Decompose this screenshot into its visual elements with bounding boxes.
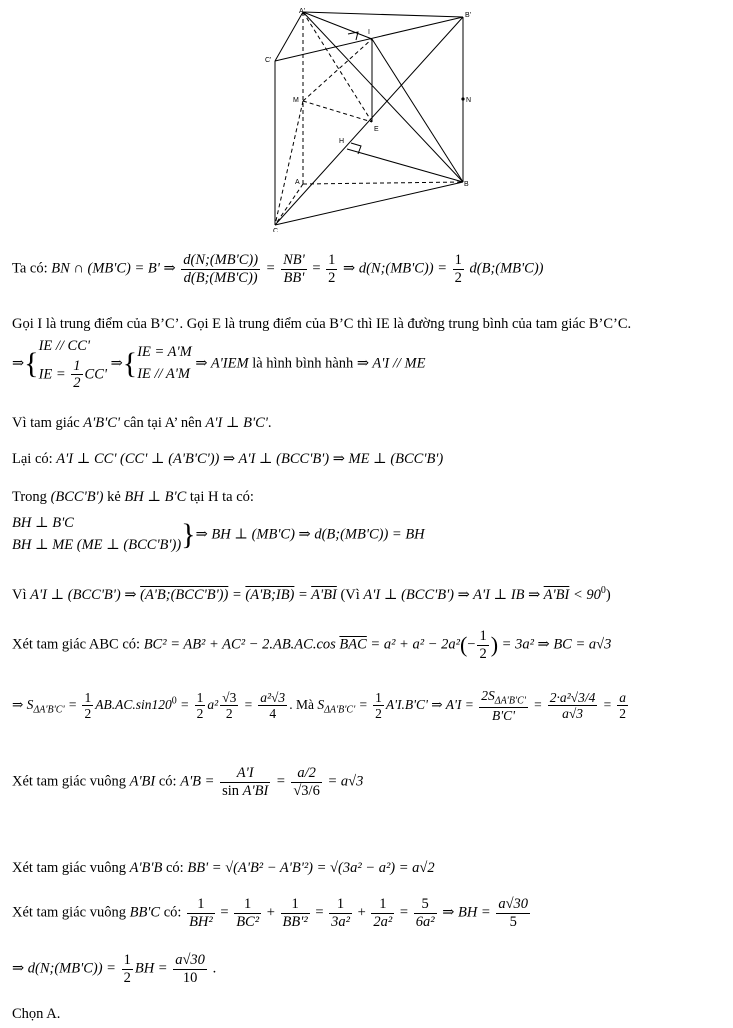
line-9: Xét tam giác ABC có: BC² = AB² + AC² − 2.AB.AC.cos $\overline{BAC} = a^2 + a^2 - 2a^2(-$ $\frac{1}{2}$ ) = 3a² ⇒ BC = a√3	[12, 628, 612, 662]
label-bp: B'	[465, 12, 472, 19]
line-6: Trong (BCC'B') kẻ BH ⊥ B'C tại H ta có:	[12, 489, 254, 505]
label-m: M	[293, 97, 299, 104]
fraction: $\frac{d(N;(MB'C))}{d(B;(MB'C))}$	[183, 252, 259, 286]
system-1: IE // CC' IE = $\frac{1}{2}$ CC'	[38, 338, 107, 392]
line-1: Ta có: BN ∩ (MB'C) = B' ⇒ $\frac{d(N;(MB'C))}{d(B;(MB'C))}$ = $\frac{NB'}{BB'}$ = $\frac{1}{2}$ ⇒ d(N;(MB'C)) = $\frac{1}{2}$ d(B;(MB'C))	[12, 252, 544, 286]
line-7: BH ⊥ B'C BH ⊥ ME (ME ⊥ (BCC'B'))}⇒ BH ⊥ (MB'C) ⇒ d(B;(MB'C)) = BH	[12, 513, 425, 557]
line-15: Chọn A.	[12, 1006, 61, 1022]
fraction: $\frac{NB'}{BB'}$	[283, 252, 305, 286]
label-ap: A'	[299, 8, 306, 15]
line-4: Vì tam giác A'B'C' cân tại A’ nên A'I ⊥ B'C'.	[12, 415, 272, 431]
label-n: N	[466, 97, 472, 104]
prism-diagram	[262, 4, 474, 232]
line-5: Lại có: A'I ⊥ CC' (CC' ⊥ (A'B'C')) ⇒ A'I ⊥ (BCC'B') ⇒ ME ⊥ (BCC'B')	[12, 451, 444, 467]
line-14: ⇒ d(N;(MB'C)) = $\frac{1}{2}$ BH = $\frac{a√30}{10}$ .	[12, 952, 217, 986]
label-c: C	[273, 228, 279, 232]
label-b: B	[464, 181, 469, 188]
label-e: E	[374, 126, 379, 133]
label-i: I	[368, 29, 370, 36]
system-3: BH ⊥ B'C BH ⊥ ME (ME ⊥ (BCC'B'))	[12, 515, 182, 553]
line-2: Gọi I là trung điểm của B’C’. Gọi E là trung điểm của B’C thì IE là đường trung bình của tam giác B’C’C.	[12, 316, 632, 332]
fraction: $\frac{1}{2}$	[328, 252, 336, 286]
math: BN ∩ (MB'C) = B' ⇒	[51, 260, 180, 277]
line-13: Xét tam giác vuông BB'C có: $\frac{1}{\text{BH²}}$ = $\frac{1}{\text{BC²}}$ + $\frac{1}{\text{BB'²}}$ = $\frac{1}{\text{3a²}}$ + $\frac{1}{\text{2a²}}$ = $\frac{5}{\text{6a²}}$ ⇒ BH = $\frac{a√30}{5}$	[12, 896, 529, 930]
line-8: Vì A'I ⊥ (BCC'B') ⇒ (A'B;(BCC'B')) = (A'B;IB) = A'BI (Vì A'I ⊥ (BCC'B') ⇒ A'I ⊥ IB ⇒ $A'BI < 90^0$)	[12, 585, 611, 603]
prism-figure	[262, 4, 474, 232]
line-12: Xét tam giác vuông A'B'B có: BB' = √(A'B² − A'B'²) = √(3a² − a²) = a√2	[12, 860, 435, 876]
system-2: IE = A'M IE // A'M	[137, 344, 192, 383]
label-h: H	[339, 138, 345, 145]
line-11: Xét tam giác vuông A'BI có: A'B = $\frac{A'I}{\text{sin A'BI}}$ = $\frac{a/2}{√3/6}$ = a√3	[12, 765, 364, 799]
line-10: ⇒ $S_{\Delta A'B'C'}$ = $\frac{1}{2}$ $AB.AC.\sin 120^0$ = $\frac{1}{2}$ a² $\frac{√3}{2}$ = $\frac{\text{a²√3}}{4}$ . Mà $S_{\Delta A'B'C'}$ = $\frac{1}{2}$ A'I.B'C' ⇒ A'I = $\frac{2S_{\Delta A'B'C'}}{B'C'}$ = $\frac{\text{2·a²√3/4}}{a√3}$ = $\frac{a}{2}$	[12, 688, 626, 724]
label-cp: C'	[265, 57, 272, 64]
fraction: $\frac{1}{2}$	[454, 252, 462, 286]
line-3: ⇒{IE // CC' IE = $\frac{1}{2}$ CC' ⇒{IE = A'M IE // A'M ⇒ A'IEM là hình bình hành ⇒ A'I // ME	[12, 338, 426, 392]
text: Ta có:	[12, 260, 52, 277]
label-a: A	[295, 179, 300, 186]
